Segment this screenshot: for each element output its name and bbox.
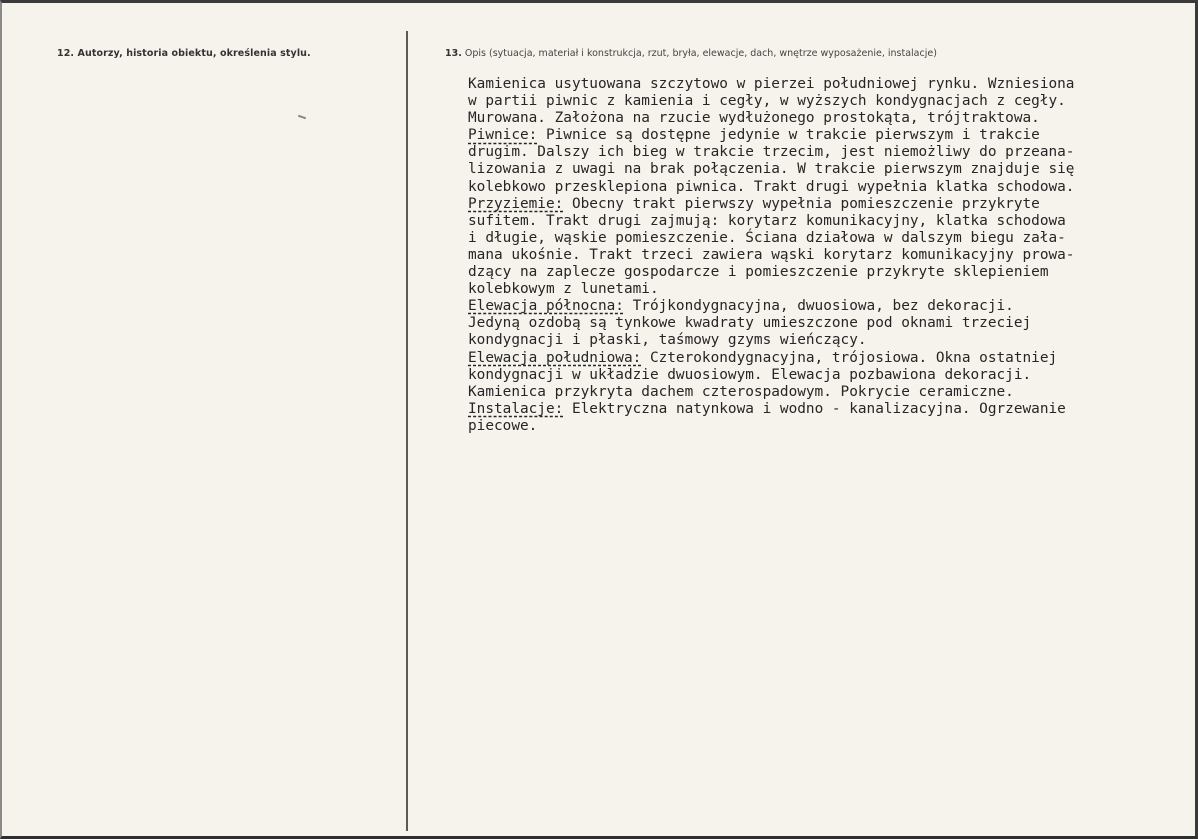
- description-line: [468, 264, 1168, 281]
- description-text: Murowana. Założona na rzucie wydłużonego prostokąta, trójtraktowa.: [468, 110, 1040, 127]
- column-divider: [406, 31, 408, 831]
- description-line: [468, 144, 1168, 161]
- description-heading: Instalacje:: [468, 400, 564, 417]
- description-text: w partii piwnic z kamienia i cegły, w wyższych kondygnacjach z cegły.: [468, 93, 1066, 110]
- description-line: [468, 384, 1168, 401]
- description-text: Elektryczna natynkowa i wodno - kanalizacyjna. Ogrzewanie: [563, 400, 1066, 417]
- description-line: [468, 247, 1168, 264]
- description-text: Kamienica przykryta dachem czterospadowym. Pokrycie ceramiczne.: [468, 383, 1014, 400]
- description-line: [468, 76, 1168, 93]
- section-13-title: Opis (sytuacja, materiał i konstrukcja, rzut, bryła, elewacje, dach, wnętrze wyposażenie, instalacje): [464, 48, 937, 59]
- description-heading: Przyziemie:: [468, 195, 564, 212]
- description-text: Jedyną ozdobą są tynkowe kwadraty umieszczone pod oknami trzeciej: [468, 315, 1032, 332]
- description-line: [468, 230, 1168, 247]
- description-text: lizowania z uwagi na brak połączenia. W trakcie pierwszym znajduje się: [468, 161, 1075, 178]
- description-text: Czterokondygnacyjna, trójosiowa. Okna ostatniej: [641, 349, 1058, 366]
- description-text: sufitem. Trakt drugi zajmują: korytarz komunikacyjny, klatka schodowa: [468, 212, 1066, 229]
- description-line: [468, 332, 1168, 349]
- description-heading: Piwnice:: [468, 127, 538, 144]
- description-line: [468, 350, 1168, 367]
- description-line: [468, 401, 1168, 418]
- description-line: [468, 161, 1168, 178]
- description-line: [468, 196, 1168, 213]
- section-13-number: 13.: [445, 48, 462, 59]
- description-text: kolebkowym z lunetami.: [468, 281, 659, 298]
- description-text: piecowe.: [468, 417, 538, 434]
- description-line: [468, 418, 1168, 435]
- description-text: drugim. Dalszy ich bieg w trakcie trzecim, jest niemożliwy do przeana-: [468, 144, 1075, 161]
- description-heading: Elewacja północna:: [468, 298, 624, 315]
- description-heading: Elewacja południowa:: [468, 349, 642, 366]
- description-line: [468, 93, 1168, 110]
- description-text: mana ukośnie. Trakt trzeci zawiera wąski korytarz komunikacyjny prowa-: [468, 246, 1075, 263]
- section-12-label: 12. Autorzy, historia obiektu, określenia stylu.: [57, 48, 311, 59]
- description-text: Piwnice są dostępne jedynie w trakcie pierwszym i trakcie: [537, 127, 1040, 144]
- section-13-label: [445, 48, 937, 59]
- description-line: [468, 179, 1168, 196]
- description-text: kondygnacji w układzie dwuosiowym. Elewacja pozbawiona dekoracji.: [468, 366, 1032, 383]
- description-text: Obecny trakt pierwszy wypełnia pomieszczenie przykryte: [563, 195, 1040, 212]
- pencil-mark: [298, 115, 306, 120]
- description-text: kolebkowo przesklepiona piwnica. Trakt drugi wypełnia klatka schodowa.: [468, 178, 1075, 195]
- description-line: [468, 281, 1168, 298]
- description-line: [468, 315, 1168, 332]
- description-text: i długie, wąskie pomieszczenie. Ściana działowa w dalszym biegu zała-: [468, 229, 1066, 246]
- description-line: [468, 298, 1168, 315]
- description-line: [468, 367, 1168, 384]
- description-line: [468, 110, 1168, 127]
- description-text: Kamienica usytuowana szczytowo w pierzei południowej rynku. Wzniesiona: [468, 76, 1075, 92]
- description-text: dzący na zaplecze gospodarcze i pomieszczenie przykryte sklepieniem: [468, 264, 1049, 281]
- description-line: [468, 213, 1168, 230]
- description-line: [468, 127, 1168, 144]
- description-text: Trójkondygnacyjna, dwuosiowa, bez dekoracji.: [623, 298, 1014, 315]
- description-text: kondygnacji i płaski, taśmowy gzyms wieńczący.: [468, 332, 867, 349]
- typewritten-description: [468, 76, 1168, 435]
